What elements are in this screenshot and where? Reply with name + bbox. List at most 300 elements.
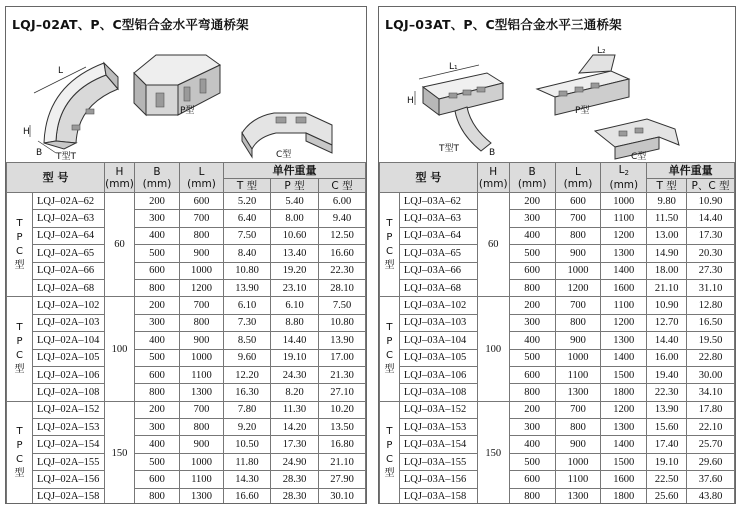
l-cell: 1200 <box>180 279 224 296</box>
table-row <box>7 262 366 279</box>
table-row <box>7 419 366 436</box>
table-row <box>7 297 366 314</box>
c-cell: 21.30 <box>319 366 366 383</box>
model-cell: LQJ–03A–63 <box>399 210 477 227</box>
l2-cell: 1100 <box>601 297 647 314</box>
type-group-label <box>7 297 33 401</box>
c-cell: 16.80 <box>319 436 366 453</box>
l-cell: 700 <box>180 401 224 418</box>
l-cell: 1300 <box>555 488 601 504</box>
elbow-label-l: L <box>58 66 64 76</box>
c-cell: 21.10 <box>319 453 366 470</box>
type-char: 型 <box>14 364 25 376</box>
table-row <box>380 279 735 296</box>
c-cell: 6.00 <box>319 193 366 210</box>
p-cell: 28.30 <box>271 488 319 504</box>
t-cell: 10.50 <box>224 436 271 453</box>
type-char: T <box>386 217 393 229</box>
l-cell: 1000 <box>555 349 601 366</box>
l-cell: 700 <box>555 210 601 227</box>
t-cell: 16.30 <box>224 384 271 401</box>
pc-cell: 30.00 <box>687 366 735 383</box>
model-cell: LQJ–02A–105 <box>33 349 105 366</box>
l2-cell: 1800 <box>601 384 647 401</box>
p-cell: 19.10 <box>271 349 319 366</box>
l-cell: 900 <box>555 245 601 262</box>
table-row <box>380 401 735 418</box>
table-row <box>380 419 735 436</box>
t-cell: 15.60 <box>647 419 687 436</box>
t-cell: 17.40 <box>647 436 687 453</box>
elbow-label-c: C型 <box>276 150 292 160</box>
pc-cell: 22.10 <box>687 419 735 436</box>
p-cell: 23.10 <box>271 279 319 296</box>
p-cell: 13.40 <box>271 245 319 262</box>
header-b: B (mm) <box>135 163 180 193</box>
l2-cell: 1200 <box>601 401 647 418</box>
l2-cell: 1400 <box>601 262 647 279</box>
l-cell: 600 <box>180 193 224 210</box>
t-cell: 12.70 <box>647 314 687 331</box>
model-cell: LQJ–02A–152 <box>33 401 105 418</box>
model-cell: LQJ–03A–108 <box>399 384 477 401</box>
b-cell: 300 <box>509 210 555 227</box>
c-cell: 28.10 <box>319 279 366 296</box>
tee-spec-table <box>379 162 735 504</box>
c-cell: 22.30 <box>319 262 366 279</box>
b-cell: 800 <box>509 279 555 296</box>
height-cell: 100 <box>477 297 509 401</box>
pc-cell: 37.60 <box>687 471 735 488</box>
tee-drawing <box>379 33 735 161</box>
pc-cell: 14.40 <box>687 210 735 227</box>
table-row <box>7 488 366 504</box>
elbow-drawing <box>6 33 366 161</box>
elbow-panel <box>5 6 367 504</box>
type-group-label <box>380 297 400 401</box>
t-cell: 14.30 <box>224 471 271 488</box>
model-cell: LQJ–02A–66 <box>33 262 105 279</box>
table-row <box>7 245 366 262</box>
header-b: B (mm) <box>509 163 555 193</box>
table-row <box>380 436 735 453</box>
table-row <box>7 210 366 227</box>
type-group-label <box>7 401 33 504</box>
t-cell: 25.60 <box>647 488 687 504</box>
pc-cell: 16.50 <box>687 314 735 331</box>
header-l2: $L_2$ (mm) <box>601 163 647 193</box>
l2-cell: 1400 <box>601 349 647 366</box>
table-row <box>380 332 735 349</box>
type-char: P <box>386 336 393 348</box>
t-cell: 7.80 <box>224 401 271 418</box>
type-char: T <box>386 322 393 334</box>
p-cell: 8.20 <box>271 384 319 401</box>
l-cell: 1200 <box>555 279 601 296</box>
model-cell: LQJ–03A–156 <box>399 471 477 488</box>
table-row <box>380 384 735 401</box>
table-row <box>7 471 366 488</box>
t-cell: 19.10 <box>647 453 687 470</box>
c-cell: 27.10 <box>319 384 366 401</box>
table-row <box>380 262 735 279</box>
t-cell: 14.40 <box>647 332 687 349</box>
header-l: L (mm) <box>180 163 224 193</box>
l-cell: 1000 <box>555 453 601 470</box>
height-cell: 60 <box>105 193 135 297</box>
elbow-panel-title: LQJ–02AT、P、C型铝合金水平弯通桥架 <box>12 17 249 32</box>
model-cell: LQJ–03A–105 <box>399 349 477 366</box>
l-cell: 700 <box>180 210 224 227</box>
model-cell: LQJ–03A–154 <box>399 436 477 453</box>
table-row <box>7 366 366 383</box>
l-cell: 600 <box>555 193 601 210</box>
type-group-label <box>380 401 400 504</box>
pc-cell: 27.30 <box>687 262 735 279</box>
table-row <box>380 366 735 383</box>
b-cell: 200 <box>135 297 180 314</box>
elbow-label-t: T型T <box>56 152 76 161</box>
t-cell: 5.20 <box>224 193 271 210</box>
table-row <box>7 227 366 244</box>
model-cell: LQJ–02A–104 <box>33 332 105 349</box>
model-cell: LQJ–03A–158 <box>399 488 477 504</box>
pc-cell: 25.70 <box>687 436 735 453</box>
c-cell: 12.50 <box>319 227 366 244</box>
l-cell: 1100 <box>180 471 224 488</box>
model-cell: LQJ–03A–106 <box>399 366 477 383</box>
b-cell: 200 <box>509 297 555 314</box>
table-row <box>7 332 366 349</box>
l-cell: 1000 <box>555 262 601 279</box>
l-cell: 1100 <box>555 366 601 383</box>
l-cell: 1300 <box>555 384 601 401</box>
l2-cell: 1300 <box>601 245 647 262</box>
type-char: T <box>16 217 23 229</box>
type-char: T <box>16 322 23 334</box>
c-cell: 9.40 <box>319 210 366 227</box>
type-group-label <box>7 193 33 297</box>
pc-cell: 17.30 <box>687 227 735 244</box>
tee-label-l1: L₁ <box>449 62 458 72</box>
model-cell: LQJ–02A–63 <box>33 210 105 227</box>
t-cell: 16.00 <box>647 349 687 366</box>
b-cell: 200 <box>135 401 180 418</box>
b-cell: 600 <box>509 366 555 383</box>
c-cell: 13.50 <box>319 419 366 436</box>
b-cell: 800 <box>135 488 180 504</box>
l-cell: 800 <box>555 227 601 244</box>
t-cell: 13.90 <box>647 401 687 418</box>
type-char: T <box>386 426 393 438</box>
t-cell: 9.20 <box>224 419 271 436</box>
table-row <box>7 436 366 453</box>
p-cell: 10.60 <box>271 227 319 244</box>
b-cell: 400 <box>509 436 555 453</box>
t-cell: 10.80 <box>224 262 271 279</box>
l-cell: 1100 <box>555 471 601 488</box>
model-cell: LQJ–02A–154 <box>33 436 105 453</box>
type-char: 型 <box>384 364 395 376</box>
l-cell: 900 <box>180 245 224 262</box>
l-cell: 900 <box>180 332 224 349</box>
c-cell: 16.60 <box>319 245 366 262</box>
header-weight-c: C 型 <box>319 179 366 193</box>
table-row <box>7 349 366 366</box>
b-cell: 500 <box>509 453 555 470</box>
l-cell: 1000 <box>180 349 224 366</box>
model-cell: LQJ–02A–106 <box>33 366 105 383</box>
p-cell: 28.30 <box>271 471 319 488</box>
table-row <box>380 453 735 470</box>
tee-spec-body <box>380 193 735 505</box>
l2-cell: 1600 <box>601 471 647 488</box>
l2-cell: 1800 <box>601 488 647 504</box>
p-cell: 14.20 <box>271 419 319 436</box>
l2-cell: 1500 <box>601 453 647 470</box>
header-h: H (mm) <box>477 163 509 193</box>
l2-cell: 1300 <box>601 419 647 436</box>
model-cell: LQJ–03A–62 <box>399 193 477 210</box>
b-cell: 500 <box>135 453 180 470</box>
model-cell: LQJ–03A–102 <box>399 297 477 314</box>
l2-cell: 1600 <box>601 279 647 296</box>
b-cell: 800 <box>135 279 180 296</box>
l-cell: 1300 <box>180 384 224 401</box>
model-cell: LQJ–03A–153 <box>399 419 477 436</box>
b-cell: 600 <box>509 262 555 279</box>
type-char: C <box>16 454 23 466</box>
table-row <box>7 453 366 470</box>
pc-cell: 29.60 <box>687 453 735 470</box>
table-row <box>380 210 735 227</box>
c-cell: 10.80 <box>319 314 366 331</box>
model-cell: LQJ–03A–103 <box>399 314 477 331</box>
t-cell: 8.40 <box>224 245 271 262</box>
header-weight-pc: P、C 型 <box>687 179 735 193</box>
l-cell: 1100 <box>180 366 224 383</box>
type-group-label <box>380 193 400 297</box>
p-cell: 24.90 <box>271 453 319 470</box>
b-cell: 500 <box>135 349 180 366</box>
height-cell: 60 <box>477 193 509 297</box>
p-cell: 14.40 <box>271 332 319 349</box>
b-cell: 200 <box>509 401 555 418</box>
t-cell: 6.40 <box>224 210 271 227</box>
type-char: P <box>16 440 23 452</box>
model-cell: LQJ–02A–103 <box>33 314 105 331</box>
tee-panel <box>378 6 736 504</box>
b-cell: 400 <box>135 227 180 244</box>
l2-cell: 1200 <box>601 227 647 244</box>
b-cell: 600 <box>135 262 180 279</box>
p-cell: 19.20 <box>271 262 319 279</box>
table-row <box>380 245 735 262</box>
c-cell: 27.90 <box>319 471 366 488</box>
p-cell: 8.80 <box>271 314 319 331</box>
t-cell: 13.00 <box>647 227 687 244</box>
b-cell: 600 <box>135 366 180 383</box>
elbow-spec-table <box>6 162 366 504</box>
model-cell: LQJ–02A–158 <box>33 488 105 504</box>
type-char: C <box>385 454 393 466</box>
tee-label-l2: L₂ <box>597 46 606 56</box>
p-cell: 5.40 <box>271 193 319 210</box>
t-cell: 11.80 <box>224 453 271 470</box>
l-cell: 900 <box>180 436 224 453</box>
model-cell: LQJ–02A–153 <box>33 419 105 436</box>
l2-cell: 1300 <box>601 332 647 349</box>
model-cell: LQJ–02A–156 <box>33 471 105 488</box>
header-weight-p: P 型 <box>271 179 319 193</box>
b-cell: 400 <box>135 332 180 349</box>
table-row <box>380 227 735 244</box>
tee-label-b: B <box>489 148 496 158</box>
l-cell: 800 <box>555 419 601 436</box>
model-cell: LQJ–03A–104 <box>399 332 477 349</box>
elbow-label-b: B <box>36 148 43 158</box>
type-char: C <box>16 245 23 257</box>
p-cell: 11.30 <box>271 401 319 418</box>
model-cell: LQJ–03A–68 <box>399 279 477 296</box>
type-char: T <box>16 426 23 438</box>
type-char: P <box>386 440 393 452</box>
b-cell: 800 <box>509 488 555 504</box>
l-cell: 1000 <box>180 262 224 279</box>
p-cell: 8.00 <box>271 210 319 227</box>
c-cell: 13.90 <box>319 332 366 349</box>
elbow-spec-body <box>7 193 366 505</box>
b-cell: 300 <box>135 419 180 436</box>
l-cell: 1300 <box>180 488 224 504</box>
header-model: 型 号 <box>7 163 105 193</box>
pc-cell: 31.10 <box>687 279 735 296</box>
table-row <box>380 349 735 366</box>
c-cell: 10.20 <box>319 401 366 418</box>
b-cell: 300 <box>135 314 180 331</box>
tee-illustration <box>379 33 735 161</box>
c-cell: 30.10 <box>319 488 366 504</box>
header-weight: 单件重量 <box>224 163 366 179</box>
model-cell: LQJ–03A–64 <box>399 227 477 244</box>
header-weight: 单件重量 <box>647 163 735 179</box>
b-cell: 400 <box>509 332 555 349</box>
b-cell: 200 <box>509 193 555 210</box>
tee-label-h: H <box>407 96 414 106</box>
t-cell: 10.90 <box>647 297 687 314</box>
t-cell: 7.30 <box>224 314 271 331</box>
model-cell: LQJ–02A–108 <box>33 384 105 401</box>
t-cell: 16.60 <box>224 488 271 504</box>
header-h: H (mm) <box>105 163 135 193</box>
table-row <box>7 279 366 296</box>
pc-cell: 34.10 <box>687 384 735 401</box>
header-weight-t: T 型 <box>647 179 687 193</box>
pc-cell: 17.80 <box>687 401 735 418</box>
elbow-label-p: P型 <box>180 106 195 116</box>
type-char: C <box>16 350 23 362</box>
t-cell: 8.50 <box>224 332 271 349</box>
type-char: 型 <box>14 468 25 480</box>
l-cell: 1000 <box>180 453 224 470</box>
l-cell: 700 <box>555 401 601 418</box>
b-cell: 300 <box>509 314 555 331</box>
l-cell: 700 <box>180 297 224 314</box>
type-char: C <box>385 245 393 257</box>
c-cell: 7.50 <box>319 297 366 314</box>
model-cell: LQJ–03A–152 <box>399 401 477 418</box>
pc-cell: 10.90 <box>687 193 735 210</box>
t-cell: 22.50 <box>647 471 687 488</box>
elbow-illustration <box>6 33 366 161</box>
l2-cell: 1200 <box>601 314 647 331</box>
c-cell: 17.00 <box>319 349 366 366</box>
header-model: 型 号 <box>380 163 478 193</box>
height-cell: 150 <box>105 401 135 504</box>
pc-cell: 20.30 <box>687 245 735 262</box>
l2-cell: 1100 <box>601 210 647 227</box>
model-cell: LQJ–02A–68 <box>33 279 105 296</box>
b-cell: 400 <box>135 436 180 453</box>
l-cell: 900 <box>555 436 601 453</box>
p-cell: 24.30 <box>271 366 319 383</box>
model-cell: LQJ–02A–65 <box>33 245 105 262</box>
b-cell: 600 <box>509 471 555 488</box>
table-row <box>7 314 366 331</box>
pc-cell: 43.80 <box>687 488 735 504</box>
t-cell: 18.00 <box>647 262 687 279</box>
table-row <box>380 488 735 504</box>
type-char: C <box>385 350 393 362</box>
t-cell: 14.90 <box>647 245 687 262</box>
t-cell: 22.30 <box>647 384 687 401</box>
t-cell: 6.10 <box>224 297 271 314</box>
pc-cell: 19.50 <box>687 332 735 349</box>
model-cell: LQJ–03A–65 <box>399 245 477 262</box>
t-cell: 11.50 <box>647 210 687 227</box>
l-cell: 900 <box>555 332 601 349</box>
t-cell: 21.10 <box>647 279 687 296</box>
type-char: 型 <box>384 259 395 271</box>
table-row <box>380 314 735 331</box>
table-row <box>380 297 735 314</box>
height-cell: 100 <box>105 297 135 401</box>
l2-cell: 1500 <box>601 366 647 383</box>
elbow-label-h: H <box>23 127 30 137</box>
b-cell: 500 <box>509 349 555 366</box>
l-cell: 800 <box>180 227 224 244</box>
table-row <box>7 401 366 418</box>
type-char: P <box>386 231 393 243</box>
height-cell: 150 <box>477 401 509 504</box>
model-cell: LQJ–02A–64 <box>33 227 105 244</box>
l-cell: 800 <box>180 419 224 436</box>
l-cell: 800 <box>180 314 224 331</box>
table-row <box>380 471 735 488</box>
tee-label-t: T型T <box>439 144 459 154</box>
tee-label-c: C型 <box>631 152 647 161</box>
type-char: P <box>16 231 23 243</box>
model-cell: LQJ–02A–102 <box>33 297 105 314</box>
l2-cell: 1400 <box>601 436 647 453</box>
type-char: 型 <box>384 468 395 480</box>
pc-cell: 22.80 <box>687 349 735 366</box>
l-cell: 800 <box>555 314 601 331</box>
b-cell: 600 <box>135 471 180 488</box>
model-cell: LQJ–03A–155 <box>399 453 477 470</box>
model-cell: LQJ–03A–66 <box>399 262 477 279</box>
l2-cell: 1000 <box>601 193 647 210</box>
